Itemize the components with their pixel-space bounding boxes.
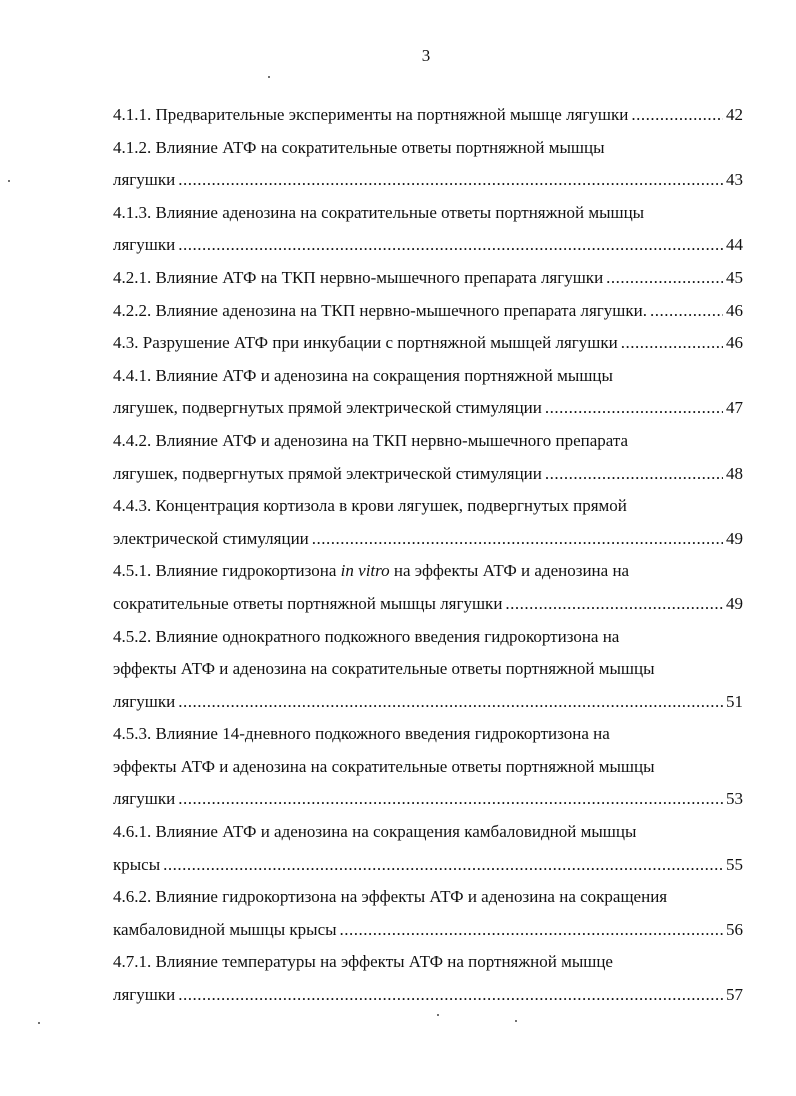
toc-page-number: 42 [726,105,743,124]
toc-entry-line [113,295,743,328]
toc-entry-text: 4.1.2. Влияние АТФ на сократительные ответы портняжной мышцы [113,137,605,157]
toc-entry[interactable] [113,816,743,881]
page-number: 3 [421,46,431,65]
dot-leader [340,914,723,947]
toc-page-number: 45 [726,267,743,287]
dot-leader [163,849,723,882]
dot-leader [631,99,723,132]
toc-entry-line [113,653,743,686]
toc-entry-line [113,425,743,458]
toc-entry-line [113,816,743,849]
toc-page-number: 47 [726,398,743,418]
toc-entry[interactable] [113,132,743,197]
toc-entry-line [113,490,743,523]
toc-page-number: 55 [726,854,743,874]
scan-speck [38,1022,40,1024]
toc-entry[interactable] [113,327,743,360]
toc-entry-text: 4.1.1. Предварительные эксперименты на портняжной мышце лягушки [113,105,629,124]
toc-entry[interactable] [113,262,743,295]
toc-page-number: 56 [726,919,743,939]
dot-leader [505,588,723,621]
toc-entry-text: 4.7.1. Влияние температуры на эффекты АТФ на портняжной мышце [113,952,613,972]
toc-entry[interactable] [113,197,743,262]
toc-entry-text: крысы [113,854,161,874]
toc-page-number: 43 [726,170,743,190]
toc-entry-line [113,229,743,262]
toc-entry-text: 4.2.2. Влияние аденозина на ТКП нервно-мышечного препарата лягушки. [113,300,647,320]
toc-entry-line [113,588,743,621]
toc-entry[interactable] [113,621,743,719]
toc-entry-line [113,360,743,393]
dot-leader [178,783,723,816]
toc-entry-line [113,881,743,914]
toc-entry[interactable] [113,881,743,946]
toc-entry-line [113,523,743,556]
toc-entry-line [113,164,743,197]
toc-entry-text: лягушки [113,691,176,711]
dot-leader [606,262,723,295]
toc-entry-line [113,262,743,295]
toc-entry-text: лягушек, подвергнутых прямой электрической стимуляции [113,463,542,483]
toc-entry-text: 4.5.2. Влияние однократного подкожного введения гидрокортизона на [113,626,620,646]
toc-entry-text: лягушки [113,789,176,809]
toc-entry-text: камбаловидной мышцы крысы [113,919,337,939]
scan-speck [268,76,270,78]
toc-entry[interactable] [113,99,743,132]
toc-entry[interactable] [113,360,743,425]
toc-entry[interactable] [113,295,743,328]
toc-entry[interactable] [113,555,743,620]
toc-entry-text: 4.5.1. Влияние гидрокортизона in vitro на эффекты АТФ и аденозина на [113,561,630,581]
dot-leader [178,686,723,719]
toc-entry-text: 4.4.2. Влияние АТФ и аденозина на ТКП нервно-мышечного препарата [113,430,629,450]
toc-entry-line [113,197,743,230]
toc-entry[interactable] [113,425,743,490]
toc-entry-line [113,621,743,654]
toc-entry-text: электрической стимуляции [113,528,309,548]
toc-page-number: 53 [726,789,743,809]
toc-entry-line [113,849,743,882]
dot-leader [312,523,723,556]
scan-speck [437,1014,439,1016]
dot-leader [621,327,723,360]
toc-page-number: 51 [726,691,743,711]
dot-leader [545,458,723,491]
toc-entry-text: лягушки [113,985,176,1005]
scan-speck [515,1020,517,1022]
toc-entry-line [113,718,743,751]
dot-leader [178,164,723,197]
toc-entry-text: 4.4.3. Концентрация кортизола в крови лягушек, подвергнутых прямой [113,496,627,516]
dot-leader [545,392,723,425]
toc-entry-text: 4.3. Разрушение АТФ при инкубации с портняжной мышцей лягушки [113,333,618,353]
toc-entry-line [113,783,743,816]
toc-entry-text: 4.4.1. Влияние АТФ и аденозина на сокращения портняжной мышцы [113,365,613,385]
toc-page-number: 46 [726,300,743,320]
toc-page-number: 46 [726,333,743,353]
toc-entry-text: 4.1.3. Влияние аденозина на сократительные ответы портняжной мышцы [113,202,645,222]
scan-speck [8,180,10,182]
toc-entry-text: лягушек, подвергнутых прямой электрической стимуляции [113,398,542,418]
toc-entry-line [113,751,743,784]
toc-page-number: 49 [726,528,743,548]
toc-entry-line [113,132,743,165]
dot-leader [178,979,723,1012]
dot-leader [650,295,723,328]
toc-entry-line [113,979,743,1012]
toc-entry-text: 4.2.1. Влияние АТФ на ТКП нервно-мышечного препарата лягушки [113,267,604,287]
toc-page-number: 49 [726,593,743,613]
toc-page-number: 57 [726,985,743,1005]
toc-entry-text: эффекты АТФ и аденозина на сократительные ответы портняжной мышцы [113,659,655,679]
toc-entry-text: лягушки [113,170,176,190]
toc-page-number: 48 [726,463,743,483]
toc-entry-line [113,686,743,719]
toc-entry-line [113,914,743,947]
toc-entry[interactable] [113,946,743,1011]
toc-entry-text: 4.6.2. Влияние гидрокортизона на эффекты АТФ и аденозина на сокращения [113,887,668,907]
table-of-contents [113,99,743,1012]
toc-entry-text: сократительные ответы портняжной мышцы лягушки [113,593,503,613]
toc-entry-text: лягушки [113,235,176,255]
toc-entry-line [113,99,743,132]
dot-leader [178,229,723,262]
toc-entry-text: 4.5.3. Влияние 14-дневного подкожного введения гидрокортизона на [113,724,610,744]
toc-entry-line [113,392,743,425]
toc-entry-line [113,946,743,979]
toc-entry-line [113,555,743,588]
toc-entry-line [113,327,743,360]
toc-entry-text: 4.6.1. Влияние АТФ и аденозина на сокращения камбаловидной мышцы [113,822,637,842]
toc-page-number: 44 [726,235,743,255]
toc-entry-line [113,458,743,491]
toc-entry-text: эффекты АТФ и аденозина на сократительные ответы портняжной мышцы [113,756,655,776]
toc-entry[interactable] [113,490,743,555]
toc-entry[interactable] [113,718,743,816]
latin-term: in vitro [340,561,390,581]
